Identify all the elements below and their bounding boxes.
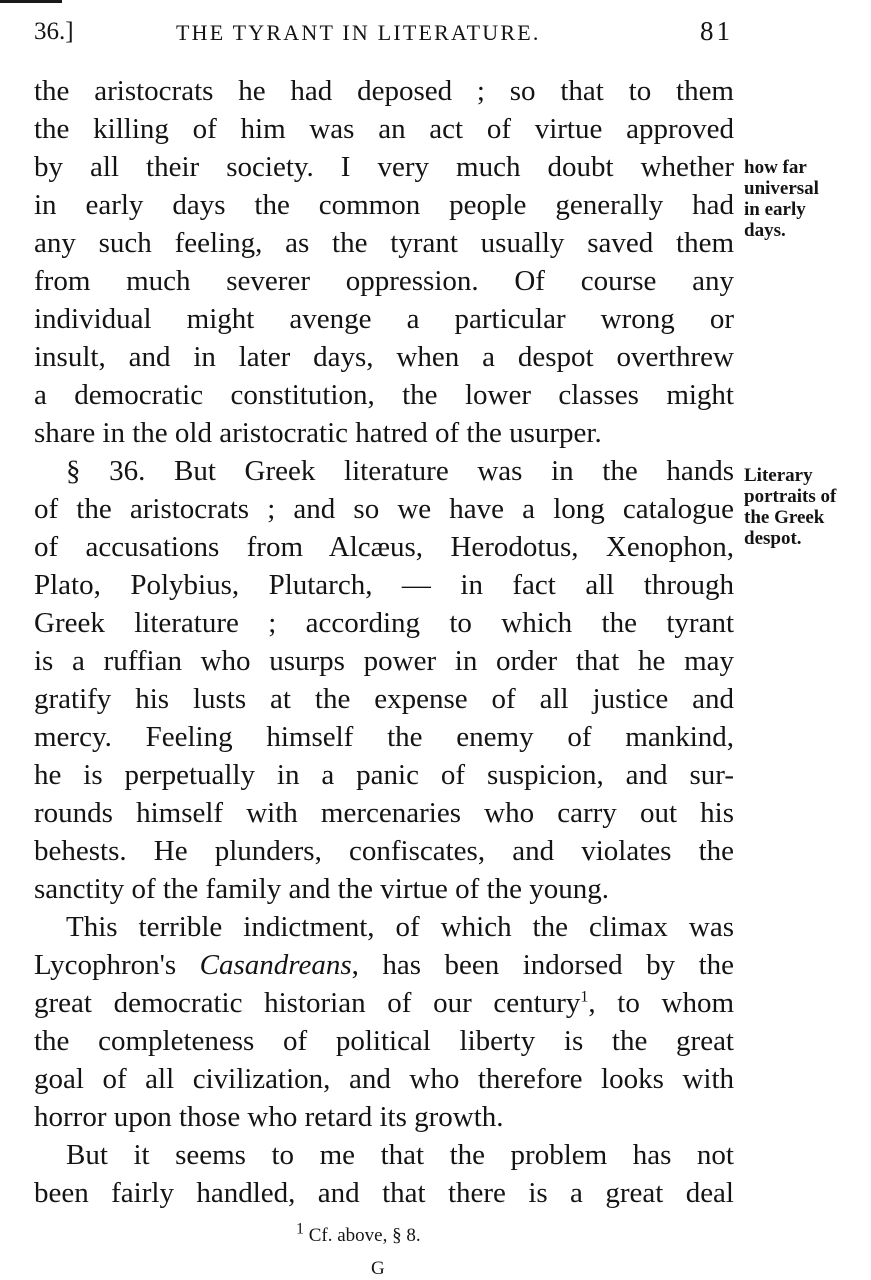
text-line-with-footnote-ref	[34, 984, 734, 1022]
side-note-line: the Greek	[744, 507, 825, 528]
side-note-literary-portraits	[744, 465, 869, 549]
text-fragment: , to whom	[588, 987, 734, 1019]
text-line: of accusations from Alcæus, Herodotus, Xenophon,	[34, 531, 734, 563]
text-line: of the aristocrats ; and so we have a long catalogue	[34, 493, 734, 525]
text-line: in early days the common people generally had	[34, 189, 734, 221]
text-line: he is perpetually in a panic of suspicion, and sur-	[34, 759, 734, 791]
header-section-number: 36.]	[34, 18, 74, 45]
side-note-line: how far	[744, 157, 807, 178]
text-line: insult, and in later days, when a despot overthrew	[34, 341, 734, 373]
text-line: is a ruffian who usurps power in order that he may	[34, 645, 734, 677]
text-fragment: , has been indorsed by the	[351, 949, 735, 981]
side-note-line: Literary	[744, 465, 813, 486]
text-line: gratify his lusts at the expense of all justice and	[34, 683, 734, 715]
text-line: any such feeling, as the tyrant usually saved them	[34, 227, 734, 259]
text-line: the killing of him was an act of virtue approved	[34, 113, 734, 145]
text-line: individual might avenge a particular wrong or	[34, 303, 734, 335]
header-page-number: 81	[700, 16, 733, 46]
footnote-reference[interactable]: 1	[580, 988, 589, 1006]
text-line: the completeness of political liberty is the great	[34, 1025, 734, 1057]
text-line: the aristocrats he had deposed ; so that to them	[34, 75, 734, 107]
text-line-with-title	[34, 946, 734, 984]
side-note-line: in early	[744, 199, 806, 220]
text-line: a democratic constitution, the lower classes might	[34, 379, 734, 411]
signature-mark: G	[371, 1258, 385, 1279]
text-line: been fairly handled, and that there is a great deal	[34, 1177, 734, 1209]
text-line: from much severer oppression. Of course any	[34, 265, 734, 297]
text-line: behests. He plunders, confiscates, and violates the	[34, 835, 734, 867]
text-line: by all their society. I very much doubt whether	[34, 151, 734, 183]
text-line: mercy. Feeling himself the enemy of mankind,	[34, 721, 734, 753]
paragraph-start-line: But it seems to me that the problem has not	[66, 1139, 734, 1171]
work-title: Casandreans	[199, 949, 352, 981]
footnote-marker: 1	[296, 1220, 304, 1238]
text-line: rounds himself with mercenaries who carry out his	[34, 797, 734, 829]
text-line: Greek literature ; according to which the tyrant	[34, 607, 734, 639]
side-note-line: despot.	[744, 528, 802, 549]
text-line: sanctity of the family and the virtue of the young.	[34, 873, 610, 905]
text-line: goal of all civilization, and who therefore looks with	[34, 1063, 734, 1095]
header-title: THE TYRANT IN LITERATURE.	[176, 20, 541, 45]
text-fragment: Lycophron's	[34, 949, 200, 981]
text-line: horror upon those who retard its growth.	[34, 1101, 504, 1133]
side-note-line: days.	[744, 220, 786, 241]
text-line: Plato, Polybius, Plutarch, — in fact all through	[34, 569, 734, 601]
text-fragment: great democratic historian of our century	[34, 987, 581, 1019]
side-note-how-far-universal	[744, 157, 869, 241]
text-line: share in the old aristocratic hatred of the usurper.	[34, 417, 602, 449]
corner-rule	[0, 0, 62, 3]
side-note-line: universal	[744, 178, 819, 199]
footnote-text: Cf. above, § 8.	[304, 1225, 421, 1246]
running-header	[0, 14, 871, 50]
body-text	[34, 72, 734, 1212]
side-note-line: portraits of	[744, 486, 837, 507]
footnote	[296, 1220, 421, 1247]
paragraph-start-line: This terrible indictment, of which the climax was	[66, 911, 734, 943]
section-heading-line: § 36. But Greek literature was in the hands	[66, 455, 734, 487]
